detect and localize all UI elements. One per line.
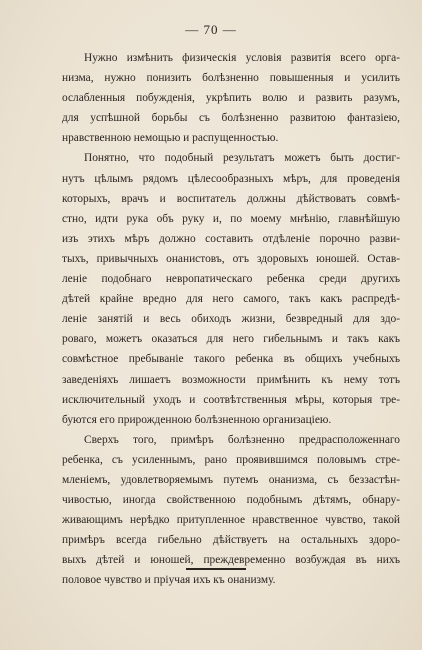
text-line: совмѣстное пребываніе такого ребенка въ общихъ учебныхъ xyxy=(62,353,400,366)
text-line: тыхъ, привычныхъ онанистовъ, отъ здоровыхъ юношей. Остав- xyxy=(62,252,400,265)
text-line: половое чувство и пріучая ихъ къ онанизму. xyxy=(62,574,276,587)
text-line: мленіемъ, удовлетворяемымъ путемъ онанизма, съ беззастѣн- xyxy=(62,473,400,486)
text-line: изъ этихъ мѣръ должно составить отдѣленіе порочно разви- xyxy=(62,232,400,245)
text-line: живающимъ нерѣдко притупленное нравственное чувство, такой xyxy=(62,514,400,527)
text-line: Нужно измѣнить физическія условія развитія всего орга- xyxy=(84,52,400,64)
text-line: нравственною немощью и распущенностью. xyxy=(62,132,279,145)
text-line: низма, нужно понизить болѣзненно повышенныя и усилить xyxy=(62,72,400,85)
text-line: ребенка, съ усиленнымъ, рано проявившимся половымъ стре- xyxy=(62,453,400,466)
body-text xyxy=(62,48,400,591)
text-line: леніе подобнаго невропатическаго ребенка среди другихъ xyxy=(62,273,400,286)
paragraph-2 xyxy=(62,148,400,429)
text-line: заведеніяхъ лишаетъ возможности примѣнить къ нему тотъ xyxy=(62,373,400,386)
text-line: Понятно, что подобный результатъ можетъ быть достиг- xyxy=(84,152,400,165)
text-line: нутъ цѣлымъ рядомъ цѣлесообразныхъ мѣръ, для проведенія xyxy=(62,172,400,185)
text-line: леніе занятій и весь обиходъ жизни, безвредный для здо- xyxy=(62,313,400,326)
page-number: — 70 — xyxy=(185,22,237,37)
text-line: ослабленныя побужденія, укрѣпить волю и развить разумъ, xyxy=(62,92,400,105)
text-line: чивостью, иногда свойственною подобнымъ дѣтямъ, обнару- xyxy=(62,494,400,507)
paragraph-3 xyxy=(62,430,400,591)
text-line: исключительный уходъ и соотвѣтственныя мѣры, которыя тре- xyxy=(62,393,400,406)
end-rule-divider xyxy=(186,568,246,570)
text-line: которыхъ, врачъ и воспитатель должны дѣйствовать совмѣ- xyxy=(62,192,400,205)
text-line: для успѣшной борьбы съ болѣзненно развитою фантазіею, xyxy=(62,112,400,125)
text-line: роваго, можетъ оказаться для него гибельнымъ и такъ какъ xyxy=(62,333,400,346)
paragraph-1 xyxy=(62,48,400,148)
text-line: буются его прирожденною болѣзненною организаціею. xyxy=(62,413,332,426)
text-line: дѣтей крайне вредно для него самого, такъ какъ распредѣ- xyxy=(62,293,400,306)
text-line: Сверхъ того, примѣръ болѣзненно предрасположеннаго xyxy=(84,433,400,446)
text-line: примѣръ всегда гибельно дѣйствуетъ на остальныхъ здоро- xyxy=(62,534,400,547)
text-line: стно, идти рука объ руку и, по моему мнѣнію, главнѣйшую xyxy=(62,212,400,225)
text-line: выхъ дѣтей и юношей, преждевременно возбуждая въ нихъ xyxy=(62,554,400,567)
